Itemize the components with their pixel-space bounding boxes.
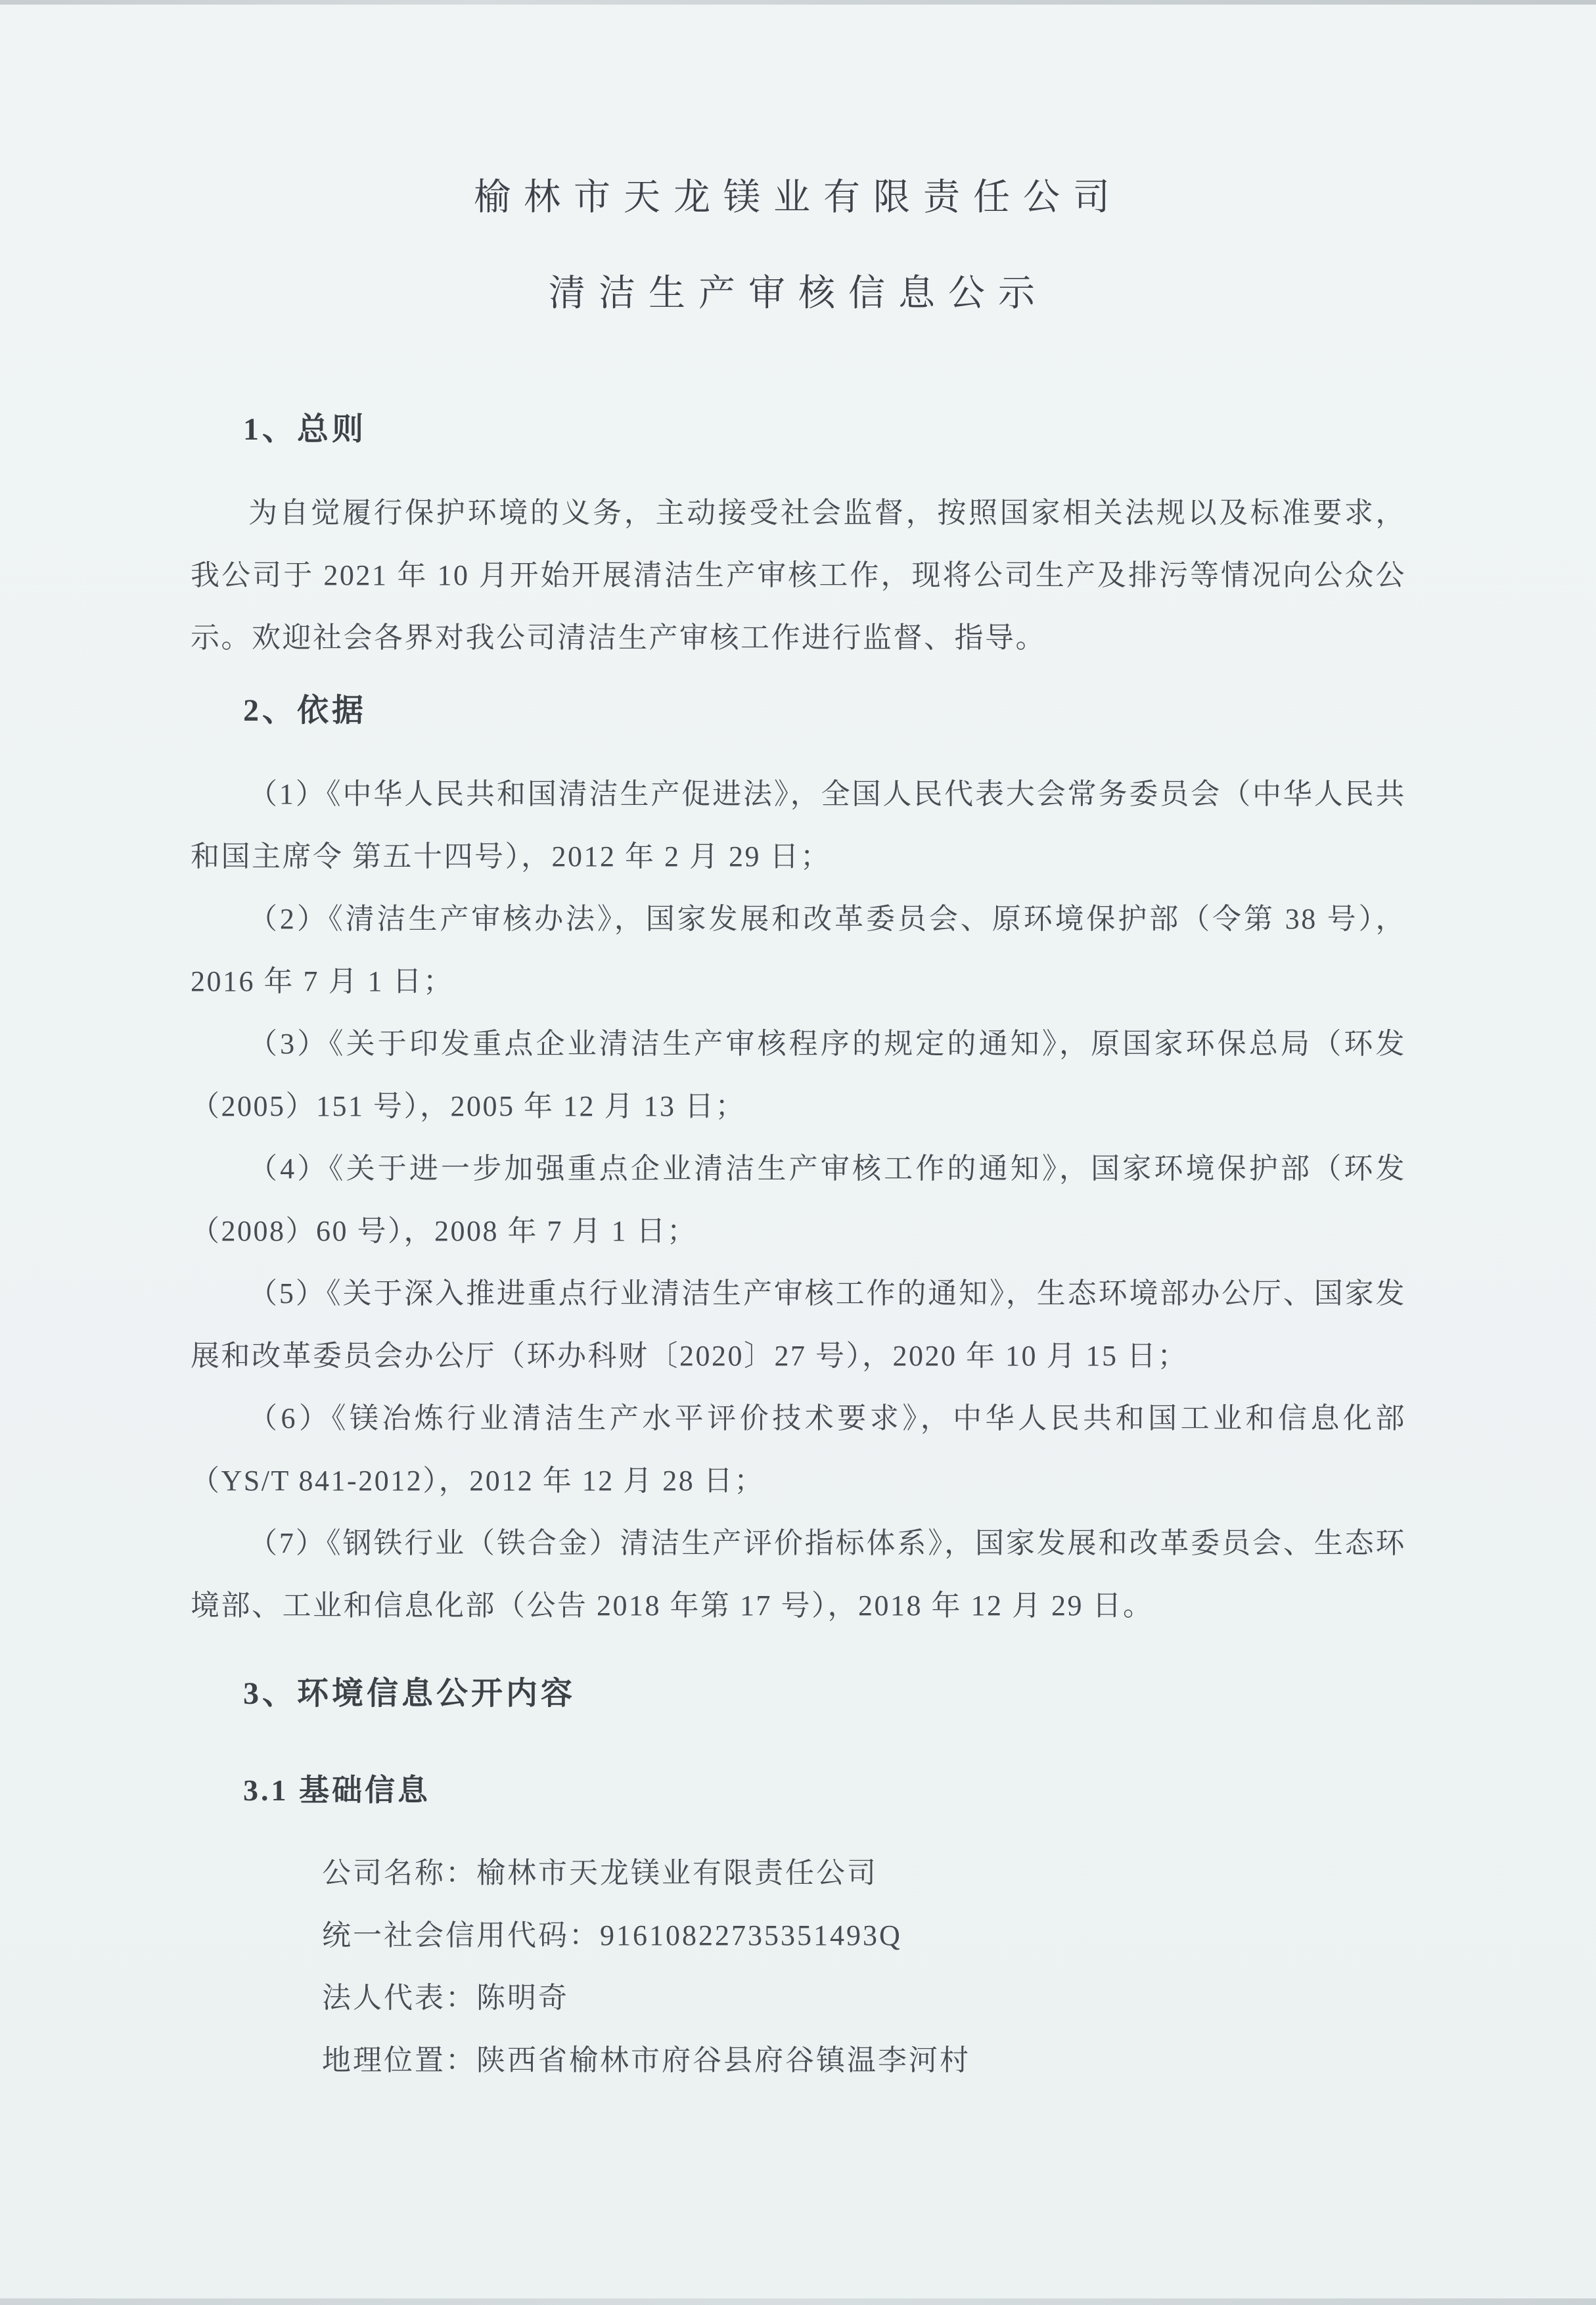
document-title-line-2: 清洁生产审核信息公示 — [549, 273, 1048, 314]
basis-item: （1）《中华人民共和国清洁生产促进法》，全国人民代表大会常务委员会（中华人民共和国主席令 第五十四号），2012 年 2 月 29 日； — [191, 778, 1406, 873]
document-title-line-1: 榆林市天龙镁业有限责任公司 — [474, 177, 1123, 218]
section-heading-basis: 2、依据 — [243, 693, 367, 728]
basis-item: （5）《关于深入推进重点行业清洁生产审核工作的通知》，生态环境部办公厅、国家发展和改革委员会办公厅（环办科财〔2020〕27 号），2020 年 10 月 15 日； — [191, 1277, 1406, 1372]
section-heading-general: 1、总则 — [243, 412, 367, 447]
basic-info-block — [191, 1842, 1406, 2091]
basis-item: （4）《关于进一步加强重点企业清洁生产审核工作的通知》，国家环境保护部（环发（2008）60 号），2008 年 7 月 1 日； — [191, 1152, 1406, 1247]
basis-item: （3）《关于印发重点企业清洁生产审核程序的规定的通知》，原国家环保总局（环发（2005）151 号），2005 年 12 月 13 日； — [191, 1028, 1406, 1122]
info-line-company-name: 公司名称：榆林市天龙镁业有限责任公司 — [322, 1857, 878, 1889]
basis-item: （2）《清洁生产审核办法》，国家发展和改革委员会、原环境保护部（令第 38 号），2016 年 7 月 1 日； — [191, 903, 1406, 997]
info-line-credit-code: 统一社会信用代码：91610822735351493Q — [322, 1919, 902, 1951]
scan-artifact-bottom-edge — [0, 2298, 1596, 2305]
basis-item: （7）《钢铁行业（铁合金）清洁生产评价指标体系》，国家发展和改革委员会、生态环境部、工业和信息化部（公告 2018 年第 17 号），2018 年 12 月 29 日。 — [191, 1527, 1406, 1622]
info-line-legal-representative: 法人代表：陈明奇 — [322, 1982, 569, 2014]
info-line-location: 地理位置：陕西省榆林市府谷县府谷镇温李河村 — [322, 2044, 970, 2076]
basis-item: （6）《镁冶炼行业清洁生产水平评价技术要求》，中华人民共和国工业和信息化部（YS/T 841-2012），2012 年 12 月 28 日； — [191, 1402, 1406, 1497]
general-paragraph: 为自觉履行保护环境的义务，主动接受社会监督，按照国家相关法规以及标准要求，我公司于 2021 年 10 月开始开展清洁生产审核工作，现将公司生产及排污等情况向公众公示。欢迎社会各界对我公司清洁生产审核工作进行监督、指导。 — [191, 497, 1406, 654]
document-title — [191, 0, 1406, 319]
subsection-heading-basic-info: 3.1 基础信息 — [243, 1773, 430, 1807]
section-heading-disclosure: 3、环境信息公开内容 — [243, 1676, 576, 1711]
